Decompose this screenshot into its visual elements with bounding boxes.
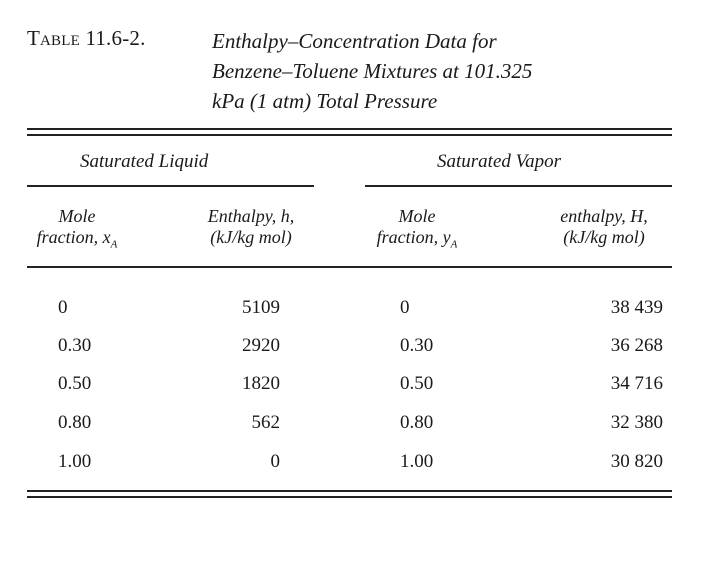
table-cell: 34 716 xyxy=(610,373,663,394)
table-cell: 0 xyxy=(270,451,280,472)
table-cell: 38 439 xyxy=(610,297,663,318)
title-line: Enthalpy–Concentration Data for xyxy=(212,29,497,53)
table-cell: 0.80 xyxy=(400,412,434,433)
bottom-rule xyxy=(27,496,672,498)
title-line: kPa (1 atm) Total Pressure xyxy=(212,89,438,113)
top-rule xyxy=(27,134,672,136)
bottom-rule xyxy=(27,490,672,492)
table-cell: 0 xyxy=(58,297,68,318)
table-cell: 0.50 xyxy=(58,373,92,394)
group-rule xyxy=(27,185,314,187)
group-rule xyxy=(365,185,672,187)
table-cell: 0.80 xyxy=(58,412,92,433)
table-cell: 0 xyxy=(400,297,410,318)
header-line: Mole xyxy=(398,206,436,226)
column-header xyxy=(534,206,674,248)
table-cell: 0.50 xyxy=(400,373,434,394)
table-cell: 0.30 xyxy=(400,335,434,356)
column-header xyxy=(362,206,472,256)
table-cell: 30 820 xyxy=(610,451,663,472)
header-line: fraction, $y_A$ xyxy=(376,227,458,251)
header-line: (kJ/kg mol) xyxy=(210,227,292,247)
table-cell: 1.00 xyxy=(58,451,92,472)
header-line: fraction, $x_A$ xyxy=(36,227,118,251)
table-cell: 0.30 xyxy=(58,335,92,356)
table-cell: 5109 xyxy=(242,297,280,318)
table-cell: 32 380 xyxy=(610,412,663,433)
table-cell: 36 268 xyxy=(610,335,663,356)
header-line: (kJ/kg mol) xyxy=(563,227,645,247)
group-header-vapor: Saturated Vapor xyxy=(437,151,562,172)
column-header xyxy=(186,206,316,248)
header-rule xyxy=(27,266,672,268)
header-line: Mole xyxy=(58,206,96,226)
table-label: Table 11.6-2. xyxy=(27,26,146,50)
group-header-liquid: Saturated Liquid xyxy=(80,151,209,172)
table-cell: 1.00 xyxy=(400,451,434,472)
table-cell: 562 xyxy=(251,412,280,433)
header-line: enthalpy, H, xyxy=(560,206,648,226)
table-cell: 1820 xyxy=(242,373,280,394)
header-line: Enthalpy, h, xyxy=(207,206,295,226)
top-rule xyxy=(27,128,672,130)
table-cell: 2920 xyxy=(242,335,280,356)
column-header xyxy=(22,206,132,256)
title-line: Benzene–Toluene Mixtures at 101.325 xyxy=(212,59,533,83)
table-title xyxy=(212,26,652,116)
